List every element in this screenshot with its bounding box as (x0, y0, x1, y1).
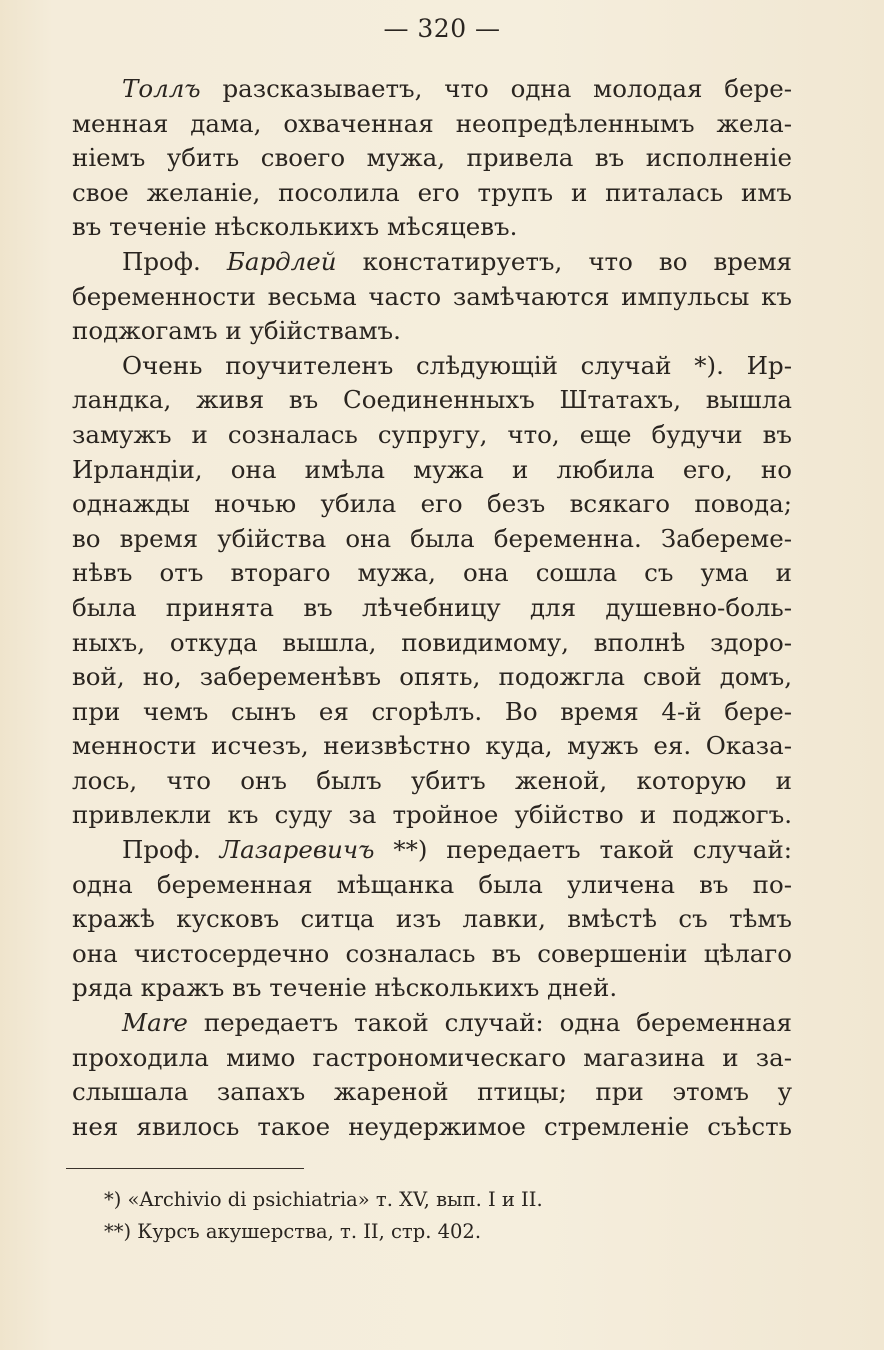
text-line: поджогамъ и убійствамъ. (72, 316, 401, 346)
page-number: — 320 — (383, 14, 501, 43)
text-line: замужъ и созналась супругу, что, еще будучи въ (72, 419, 792, 449)
text-line (72, 72, 792, 107)
line-text: разсказываетъ, что одна молодая бере- (200, 74, 792, 103)
line-text: констатируетъ, что во время (336, 246, 792, 276)
text-line: лось, что онъ былъ убитъ женой, которую и (72, 765, 792, 795)
text-line: ряда кражъ въ теченіе нѣсколькихъ дней. (72, 973, 618, 1003)
text-line: Ирландіи, она имѣла мужа и любила его, но (72, 454, 792, 484)
line-text: Проф. (122, 835, 220, 865)
text-line: слышала запахъ жареной птицы; при этомъ у (72, 1077, 792, 1107)
text-line: при чемъ сынъ ея сгорѣлъ. Во время 4-й бере- (72, 696, 792, 726)
text-line: ныхъ, откуда вышла, повидимому, вполнѣ здоро- (72, 627, 792, 657)
text-line (72, 245, 792, 280)
line-text: **) передаетъ такой случай: (374, 835, 792, 865)
text-line: нея явилось такое неудержимое стремленіе съѣсть (72, 1111, 792, 1141)
paragraph-3 (72, 349, 792, 833)
paragraph-1 (72, 72, 792, 245)
text-line: ніемъ убить своего мужа, привела въ исполненіе (72, 143, 792, 173)
text-line: была принята въ лѣчебницу для душевно-боль- (72, 592, 792, 622)
line-text: передаетъ такой случай: одна беременная (187, 1008, 792, 1038)
paragraph-2 (72, 245, 792, 349)
text-line (72, 833, 792, 868)
text-line: однажды ночью убила его безъ всякаго повода; (72, 489, 792, 519)
text-line: вой, но, забеременѣвъ опять, подожгла свой домъ, (72, 662, 792, 692)
footnote-divider (66, 1168, 304, 1169)
text-line: привлекли къ суду за тройное убійство и поджогъ. (72, 800, 792, 830)
text-line: нѣвъ отъ втораго мужа, она сошла съ ума и (72, 558, 792, 588)
paragraph-5 (72, 1006, 792, 1144)
footnote-1: *) «Archivio di psichiatria» т. XV, вып. I и II. (104, 1188, 543, 1211)
text-line: свое желаніе, посолила его трупъ и питалась имъ (72, 177, 792, 207)
author-name: Лазаревичъ (219, 835, 375, 865)
footnotes (104, 1184, 804, 1248)
author-name: Mare (122, 1008, 188, 1038)
text-line: одна беременная мѣщанка была уличена въ по- (72, 869, 792, 899)
line-text: Проф. (122, 246, 227, 276)
author-name: Толлъ (122, 74, 201, 103)
text-line: она чистосердечно созналась въ совершеніи цѣлаго (72, 938, 792, 968)
paragraph-4 (72, 833, 792, 1006)
text-line: менности исчезъ, неизвѣстно куда, мужъ ея. Оказа- (72, 731, 792, 761)
text-line: менная дама, охваченная неопредѣленнымъ жела- (72, 108, 792, 138)
text-line: беременности весьма часто замѣчаются импульсы къ (72, 281, 792, 311)
text-line: во время убійства она была беременна. Забереме- (72, 523, 792, 553)
text-line: въ теченіе нѣсколькихъ мѣсяцевъ. (72, 212, 518, 242)
text-line: Очень поучителенъ слѣдующій случай *). Ир- (122, 350, 792, 380)
text-line: проходила мимо гастрономическаго магазина и за- (72, 1042, 792, 1072)
text-line (72, 1006, 792, 1041)
text-line: кражѣ кусковъ ситца изъ лавки, вмѣстѣ съ тѣмъ (72, 904, 792, 934)
body-text (72, 72, 792, 1144)
text-line: ландка, живя въ Соединенныхъ Штатахъ, вышла (72, 385, 792, 415)
footnote-2: **) Курсъ акушерства, т. II, стр. 402. (104, 1220, 482, 1243)
author-name: Бардлей (226, 246, 337, 276)
